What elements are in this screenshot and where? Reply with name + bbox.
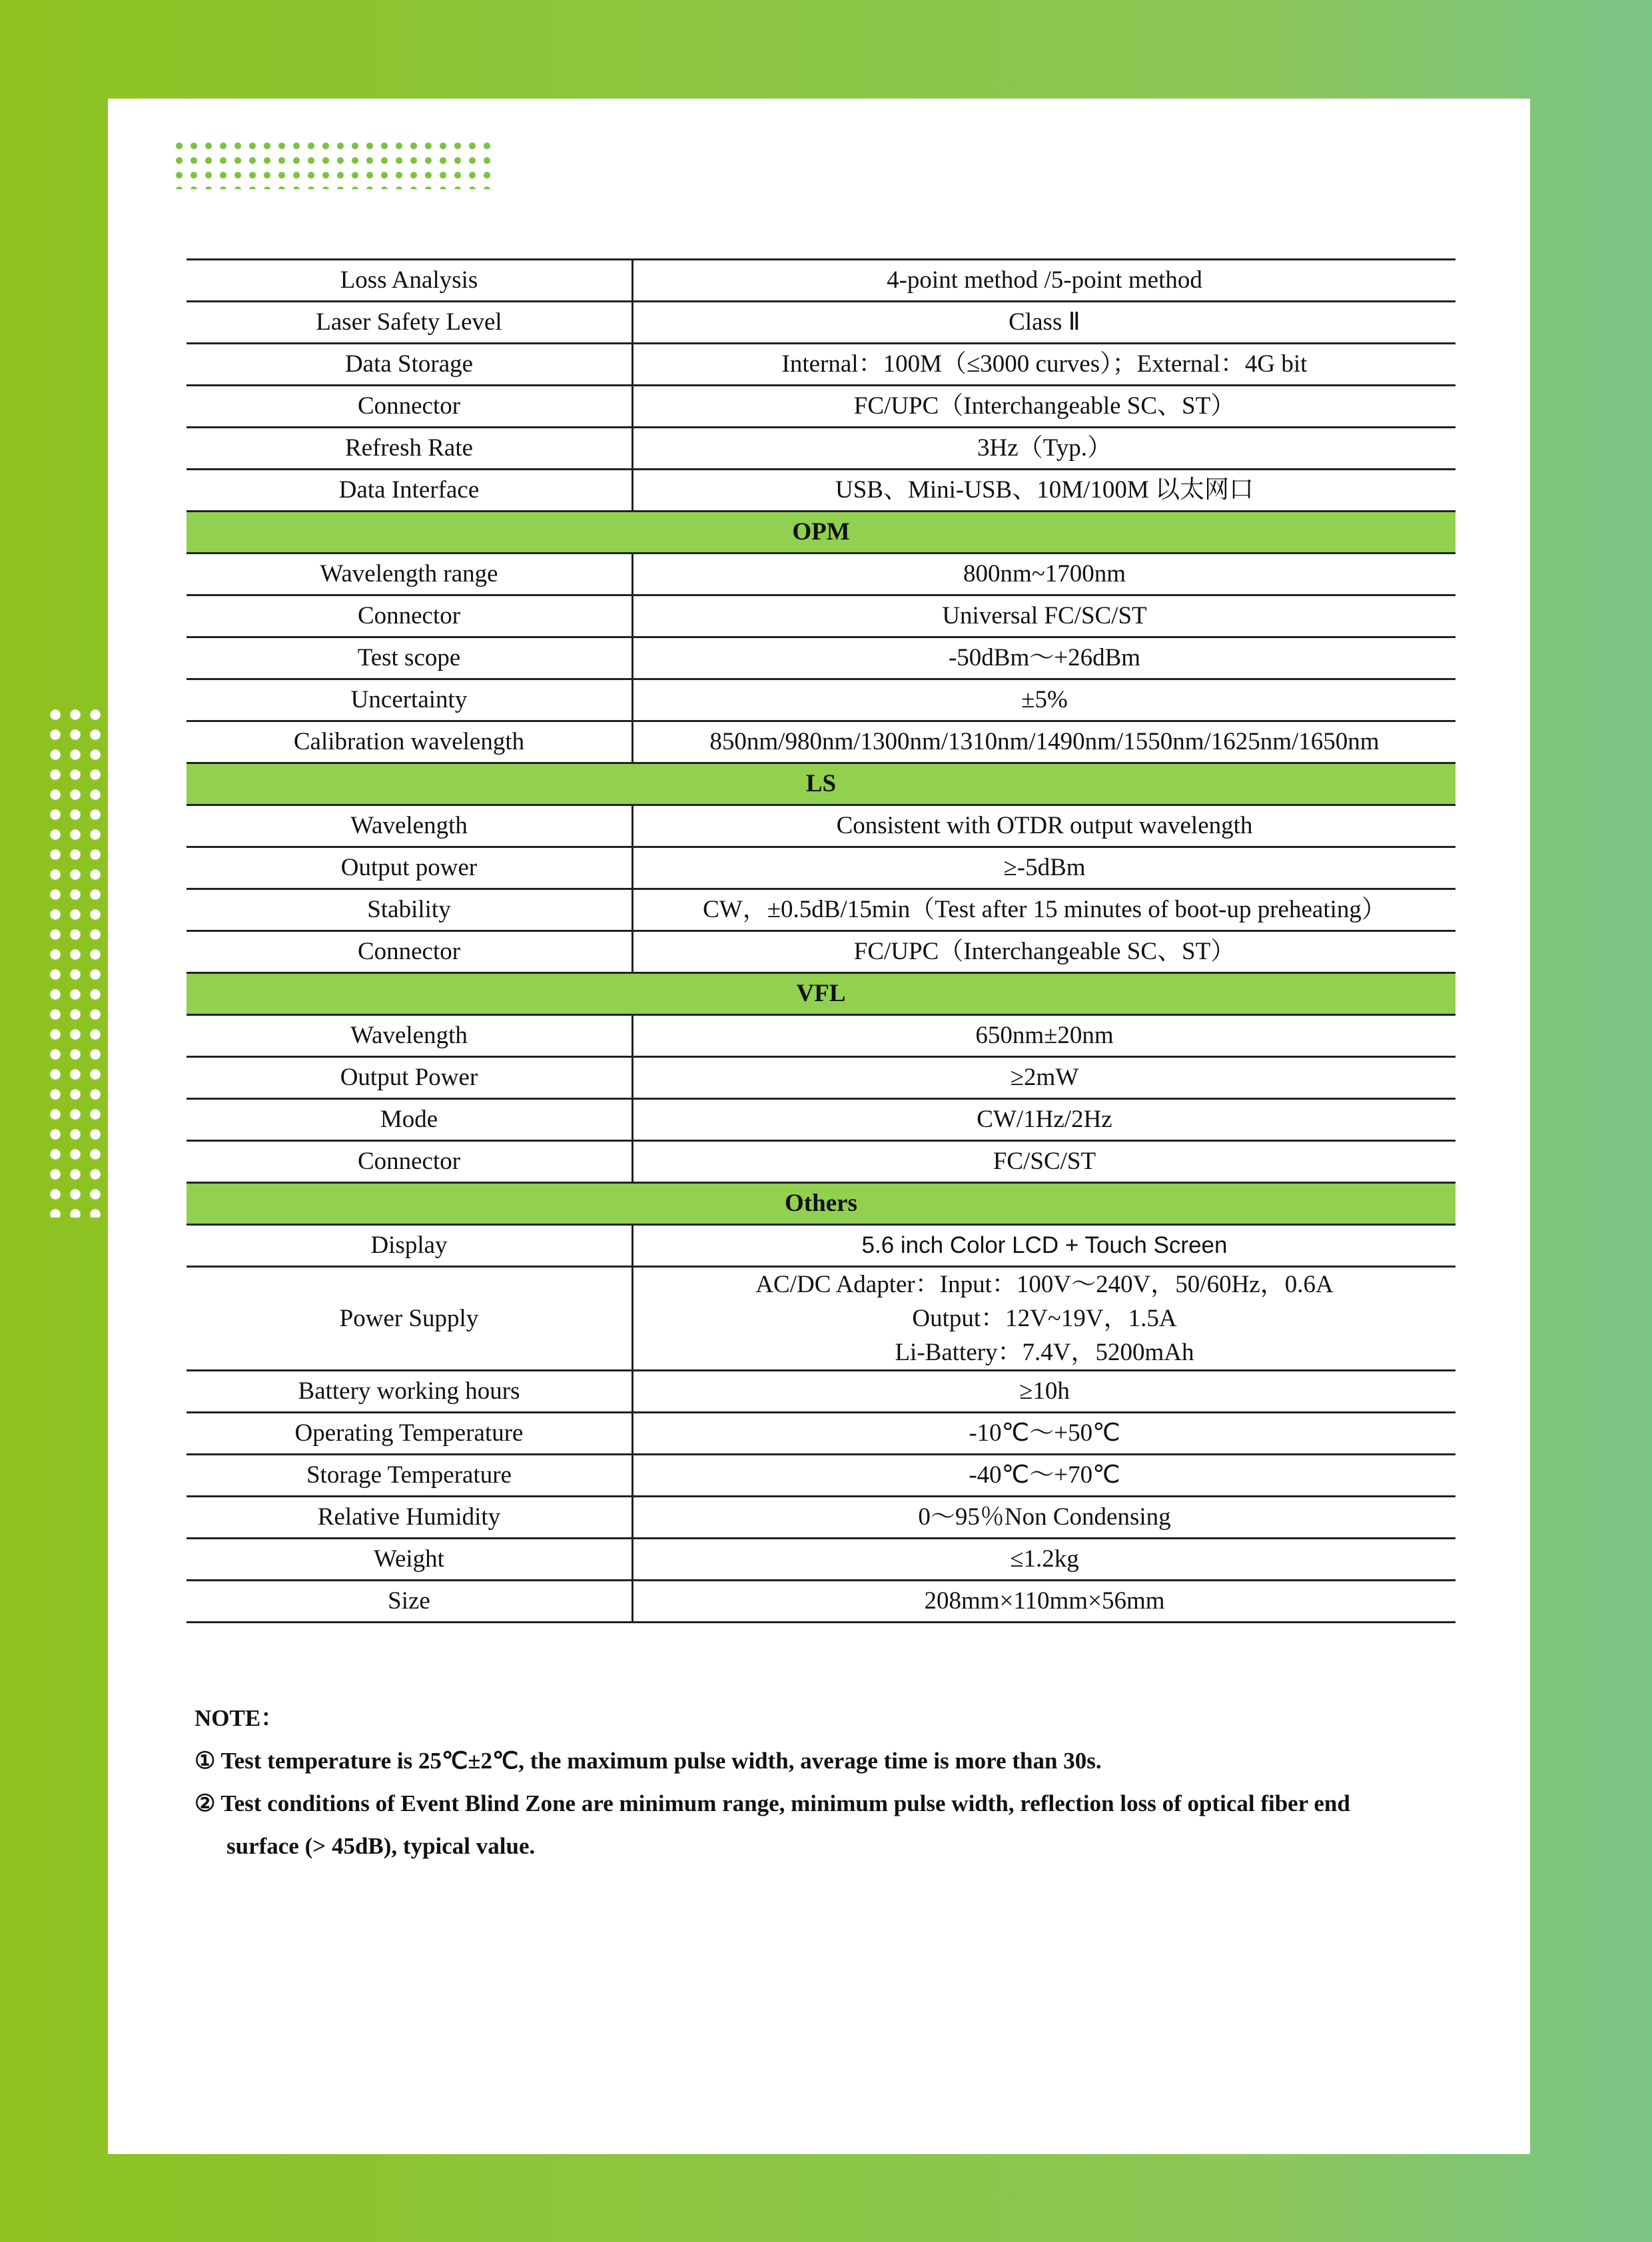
- power-output-line: Output：12V~19V，1.5A: [912, 1305, 1177, 1332]
- row-label: Output Power: [187, 1057, 633, 1099]
- table-row: [187, 554, 1455, 595]
- table-row: [187, 637, 1455, 679]
- table-row: [187, 1497, 1455, 1539]
- section-header-others: [187, 1183, 1455, 1225]
- row-label: Refresh Rate: [187, 428, 633, 470]
- row-value: -40℃～+70℃: [633, 1455, 1456, 1497]
- decorative-dot-grid-top: [172, 139, 492, 189]
- row-label: Power Supply: [187, 1267, 633, 1371]
- note-item: ① Test temperature is 25℃±2℃, the maximum pulse width, average time is more than 30s.: [195, 1748, 1102, 1774]
- decorative-dot-grid-left: [45, 705, 107, 1218]
- row-value: ≥10h: [633, 1371, 1456, 1413]
- row-label: Operating Temperature: [187, 1413, 633, 1455]
- row-label: Relative Humidity: [187, 1497, 633, 1539]
- row-label: Stability: [187, 889, 633, 931]
- row-value: 850nm/980nm/1300nm/1310nm/1490nm/1550nm/1625nm/1650nm: [633, 721, 1456, 763]
- table-row: [187, 1225, 1455, 1267]
- table-row: [187, 1455, 1455, 1497]
- section-header-vfl: [187, 973, 1455, 1015]
- table-row: [187, 1099, 1455, 1141]
- section-header-ls: [187, 763, 1455, 805]
- row-value: -50dBm～+26dBm: [633, 637, 1456, 679]
- row-label: Size: [187, 1581, 633, 1623]
- row-label: Wavelength range: [187, 554, 633, 595]
- row-label: Loss Analysis: [187, 260, 633, 302]
- row-value: 800nm~1700nm: [633, 554, 1456, 595]
- row-value: 0～95％Non Condensing: [633, 1497, 1456, 1539]
- row-value: Universal FC/SC/ST: [633, 595, 1456, 637]
- row-label: Wavelength: [187, 805, 633, 847]
- table-row: [187, 1015, 1455, 1057]
- section-title: OPM: [187, 512, 1455, 554]
- row-label: Test scope: [187, 637, 633, 679]
- row-label: Connector: [187, 386, 633, 428]
- table-row: [187, 847, 1455, 889]
- table-row: [187, 344, 1455, 386]
- table-row: [187, 428, 1455, 470]
- row-value: ≥2mW: [633, 1057, 1456, 1099]
- row-label: Connector: [187, 1141, 633, 1183]
- row-label: Display: [187, 1225, 633, 1267]
- power-battery-line: Li-Battery：7.4V，5200mAh: [895, 1339, 1194, 1366]
- power-input-line: AC/DC Adapter：Input：100V～240V，50/60Hz，0.6A: [755, 1271, 1334, 1298]
- row-value: CW，±0.5dB/15min（Test after 15 minutes of boot-up preheating）: [633, 889, 1456, 931]
- table-row: [187, 1413, 1455, 1455]
- table-row: [187, 931, 1455, 973]
- row-label: Storage Temperature: [187, 1455, 633, 1497]
- row-value: CW/1Hz/2Hz: [633, 1099, 1456, 1141]
- table-row: [187, 260, 1455, 302]
- table-row: [187, 805, 1455, 847]
- row-value: FC/SC/ST: [633, 1141, 1456, 1183]
- section-title: LS: [187, 763, 1455, 805]
- table-row: [187, 1371, 1455, 1413]
- row-value: 3Hz（Typ.）: [633, 428, 1456, 470]
- table-row: [187, 1141, 1455, 1183]
- table-row: [187, 470, 1455, 512]
- row-label: Connector: [187, 595, 633, 637]
- row-value: 5.6 inch Color LCD + Touch Screen: [633, 1225, 1456, 1267]
- table-row: [187, 595, 1455, 637]
- row-label: Wavelength: [187, 1015, 633, 1057]
- specification-table: [187, 258, 1455, 1623]
- table-row: [187, 1539, 1455, 1581]
- row-label: Mode: [187, 1099, 633, 1141]
- section-title: VFL: [187, 973, 1455, 1015]
- row-label: Output power: [187, 847, 633, 889]
- row-label: Uncertainty: [187, 679, 633, 721]
- table-row: [187, 1057, 1455, 1099]
- row-label: Data Storage: [187, 344, 633, 386]
- row-value: USB、Mini-USB、10M/100M 以太网口: [633, 470, 1456, 512]
- notes-heading: NOTE：: [195, 1705, 284, 1731]
- row-value: ≤1.2kg: [633, 1539, 1456, 1581]
- note-item-continuation: surface (> 45dB), typical value.: [226, 1833, 536, 1859]
- row-label: Battery working hours: [187, 1371, 633, 1413]
- row-value: ±5%: [633, 679, 1456, 721]
- table-row: [187, 1267, 1455, 1371]
- section-title: Others: [187, 1183, 1455, 1225]
- row-value: 208mm×110mm×56mm: [633, 1581, 1456, 1623]
- table-row: [187, 302, 1455, 344]
- row-label: Laser Safety Level: [187, 302, 633, 344]
- notes-block: [195, 1697, 1460, 1868]
- row-value: -10℃～+50℃: [633, 1413, 1456, 1455]
- row-label: Data Interface: [187, 470, 633, 512]
- row-value-multiline: [633, 1267, 1456, 1371]
- row-value: FC/UPC（Interchangeable SC、ST）: [633, 931, 1456, 973]
- table-row: [187, 721, 1455, 763]
- row-value: Class Ⅱ: [633, 302, 1456, 344]
- row-value: 4-point method /5-point method: [633, 260, 1456, 302]
- row-value: ≥-5dBm: [633, 847, 1456, 889]
- table-row: [187, 679, 1455, 721]
- row-value: FC/UPC（Interchangeable SC、ST）: [633, 386, 1456, 428]
- row-value: Internal：100M（≤3000 curves）；External：4G bit: [633, 344, 1456, 386]
- row-value: 650nm±20nm: [633, 1015, 1456, 1057]
- table-row: [187, 889, 1455, 931]
- row-label: Connector: [187, 931, 633, 973]
- note-item: ② Test conditions of Event Blind Zone are minimum range, minimum pulse width, reflection loss of optical fiber end: [195, 1790, 1350, 1816]
- section-header-opm: [187, 512, 1455, 554]
- table-row: [187, 1581, 1455, 1623]
- table-row: [187, 386, 1455, 428]
- row-label: Calibration wavelength: [187, 721, 633, 763]
- row-label: Weight: [187, 1539, 633, 1581]
- row-value: Consistent with OTDR output wavelength: [633, 805, 1456, 847]
